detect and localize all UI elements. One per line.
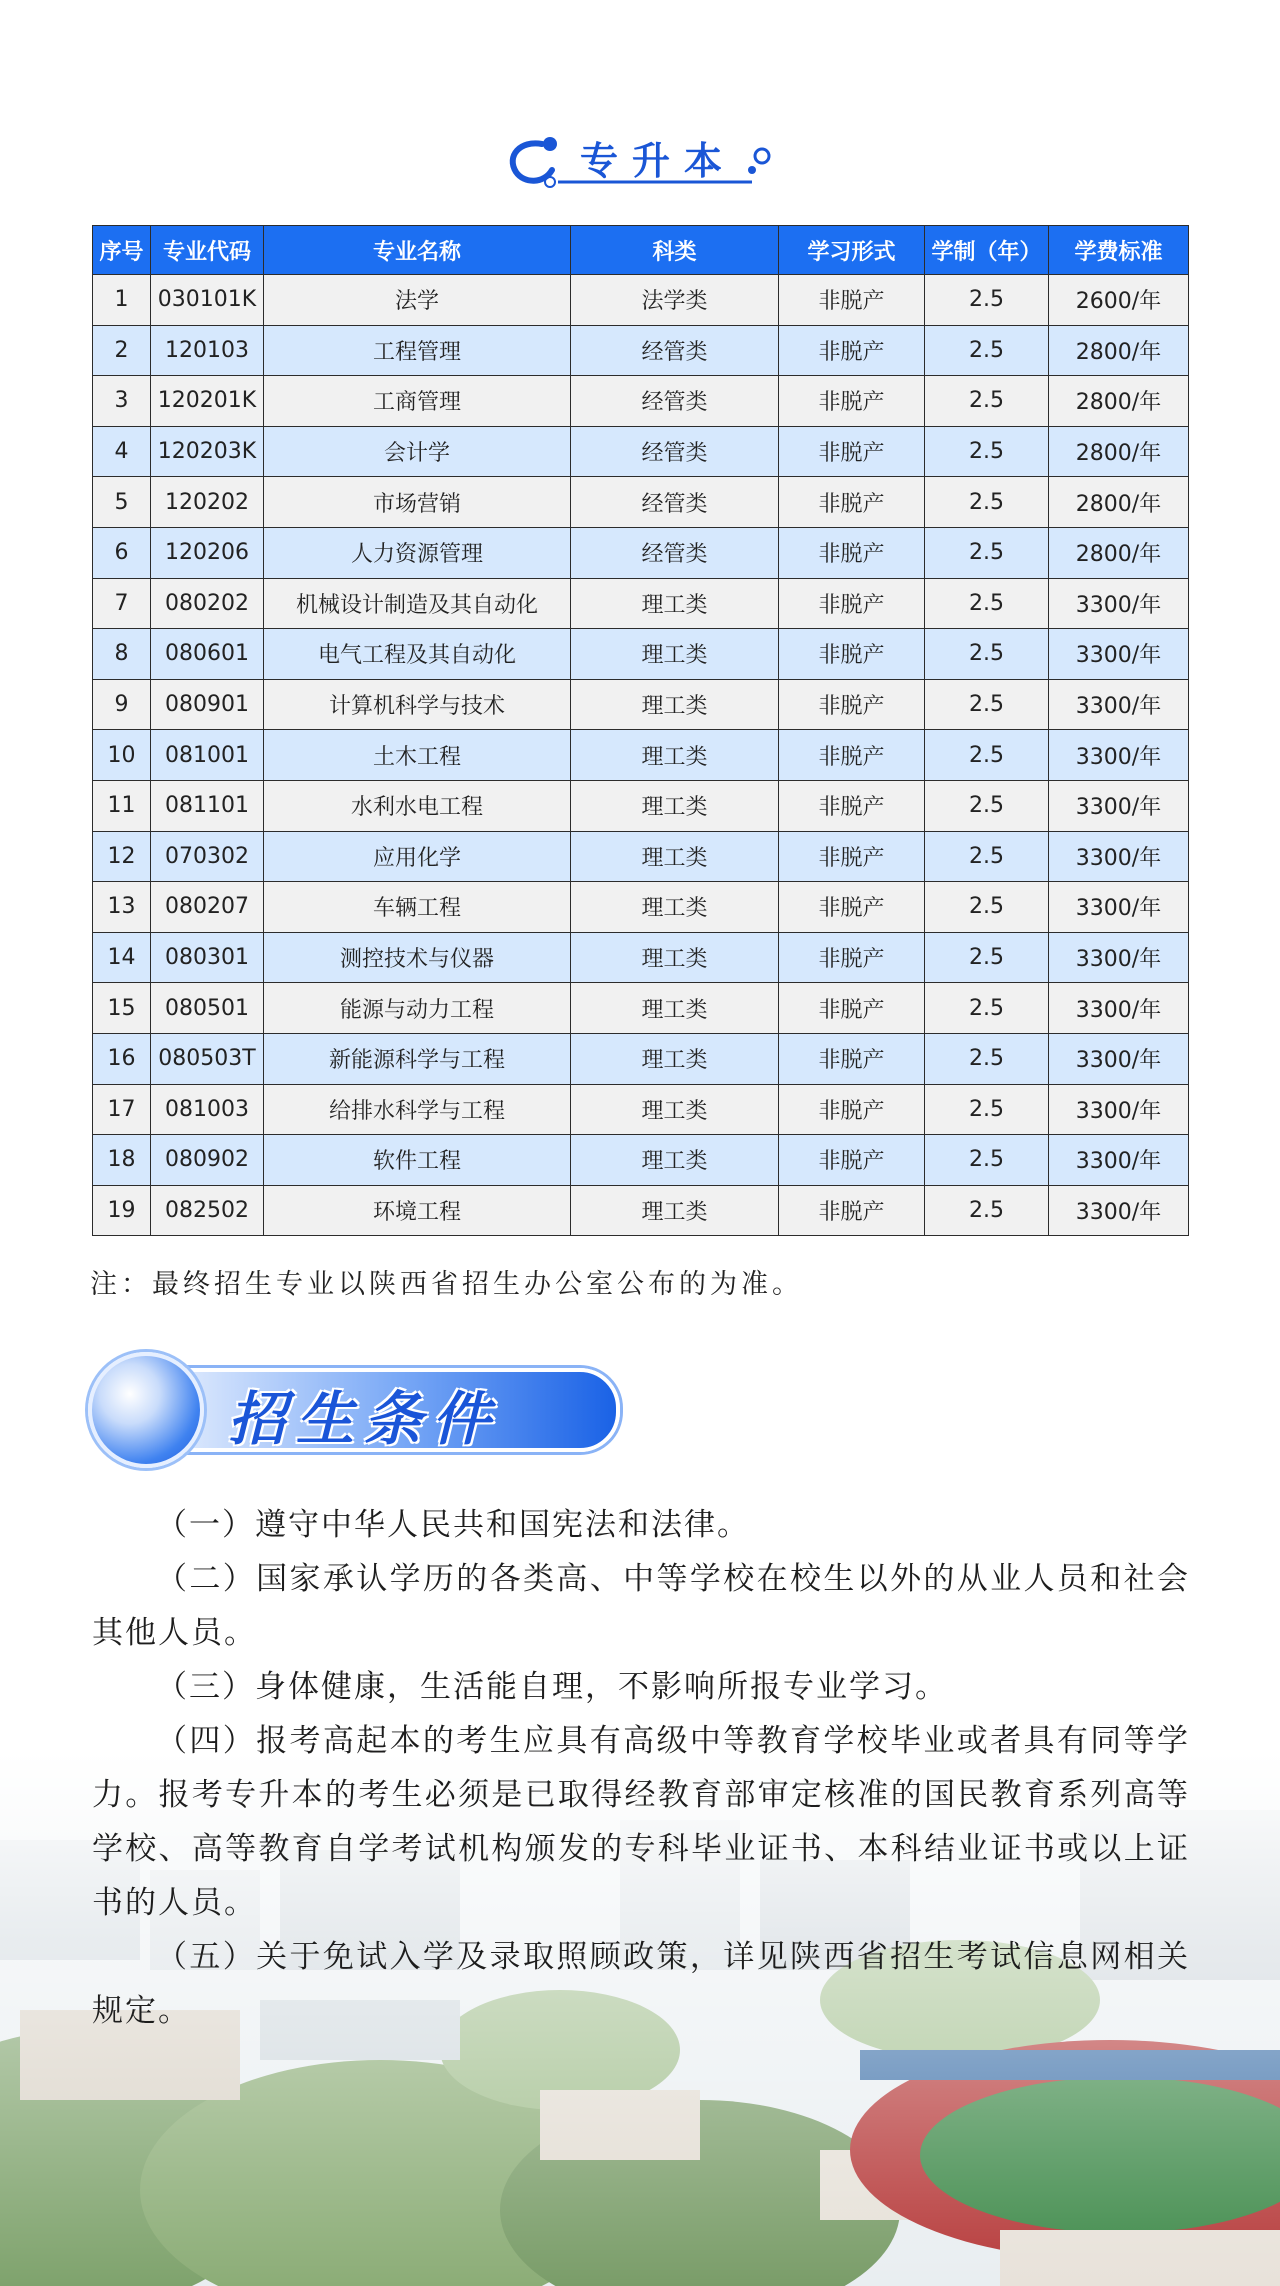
table-cell: 经管类 (571, 426, 779, 477)
table-cell: 19 (93, 1185, 151, 1236)
table-cell: 3300/年 (1049, 1084, 1189, 1135)
table-cell: 理工类 (571, 780, 779, 831)
table-cell: 非脱产 (779, 275, 925, 326)
table-cell: 给排水科学与工程 (264, 1084, 571, 1135)
table-row (93, 629, 1189, 680)
table-cell: 人力资源管理 (264, 527, 571, 578)
table-header-cell: 学习形式 (779, 226, 925, 275)
table-cell: 080301 (151, 932, 264, 983)
condition-item: （四）报考高起本的考生应具有高级中等教育学校毕业或者具有同等学力。报考专升本的考生必须是已取得经教育部审定核准的国民教育系列高等学校、高等教育自学考试机构颁发的专科毕业证书、本科结业证书或以上证书的人员。 (92, 1723, 1190, 1921)
table-cell: 18 (93, 1135, 151, 1186)
table-cell: 理工类 (571, 932, 779, 983)
table-cell: 3300/年 (1049, 932, 1189, 983)
table-header-cell: 专业名称 (264, 226, 571, 275)
table-row (93, 477, 1189, 528)
table-cell: 080501 (151, 983, 264, 1034)
table-cell: 7 (93, 578, 151, 629)
table-note: 注：最终招生专业以陕西省招生办公室公布的为准。 (90, 1269, 803, 1300)
table-row (93, 376, 1189, 427)
table-cell: 2.5 (925, 426, 1049, 477)
table-cell: 2.5 (925, 932, 1049, 983)
conditions-title: 招生条件 (228, 1385, 501, 1453)
table-row (93, 1135, 1189, 1186)
table-cell: 非脱产 (779, 426, 925, 477)
table-cell: 理工类 (571, 1033, 779, 1084)
table-cell: 2.5 (925, 477, 1049, 528)
table-cell: 非脱产 (779, 932, 925, 983)
table-cell: 3300/年 (1049, 679, 1189, 730)
table-cell: 软件工程 (264, 1135, 571, 1186)
table-cell: 非脱产 (779, 1084, 925, 1135)
table-cell: 2.5 (925, 629, 1049, 680)
table-cell: 080601 (151, 629, 264, 680)
table-header-cell: 科类 (571, 226, 779, 275)
table-cell: 2800/年 (1049, 376, 1189, 427)
table-cell: 082502 (151, 1185, 264, 1236)
table-cell: 非脱产 (779, 679, 925, 730)
table-cell: 2800/年 (1049, 426, 1189, 477)
table-row (93, 1084, 1189, 1135)
table-row (93, 679, 1189, 730)
table-cell: 理工类 (571, 831, 779, 882)
table-cell: 非脱产 (779, 730, 925, 781)
table-row (93, 426, 1189, 477)
table-cell: 030101K (151, 275, 264, 326)
table-cell: 电气工程及其自动化 (264, 629, 571, 680)
table-row (93, 1185, 1189, 1236)
table-cell: 2800/年 (1049, 477, 1189, 528)
table-cell: 车辆工程 (264, 882, 571, 933)
table-cell: 8 (93, 629, 151, 680)
table-cell: 土木工程 (264, 730, 571, 781)
table-cell: 14 (93, 932, 151, 983)
table-cell: 2.5 (925, 1185, 1049, 1236)
table-cell: 2.5 (925, 679, 1049, 730)
table-cell: 9 (93, 679, 151, 730)
table-cell: 法学类 (571, 275, 779, 326)
table-cell: 2.5 (925, 1135, 1049, 1186)
table-cell: 3300/年 (1049, 780, 1189, 831)
table-cell: 能源与动力工程 (264, 983, 571, 1034)
table-cell: 理工类 (571, 679, 779, 730)
table-cell: 经管类 (571, 527, 779, 578)
table-cell: 理工类 (571, 629, 779, 680)
badge-circle-icon (88, 1352, 204, 1468)
table-cell: 理工类 (571, 983, 779, 1034)
table-cell: 非脱产 (779, 1033, 925, 1084)
table-cell: 080503T (151, 1033, 264, 1084)
table-cell: 070302 (151, 831, 264, 882)
table-header (93, 226, 1189, 275)
table-cell: 11 (93, 780, 151, 831)
table-cell: 会计学 (264, 426, 571, 477)
table-cell: 2.5 (925, 831, 1049, 882)
condition-item: （三）身体健康，生活能自理，不影响所报专业学习。 (156, 1669, 948, 1705)
conditions-badge (88, 1352, 618, 1462)
table-cell: 080207 (151, 882, 264, 933)
table-cell: 理工类 (571, 1185, 779, 1236)
section-title-block (500, 122, 780, 202)
table-cell: 16 (93, 1033, 151, 1084)
table-cell: 4 (93, 426, 151, 477)
table-row (93, 831, 1189, 882)
table-cell: 2.5 (925, 780, 1049, 831)
table-cell: 2.5 (925, 325, 1049, 376)
table-cell: 非脱产 (779, 477, 925, 528)
table-row (93, 275, 1189, 326)
table-cell: 非脱产 (779, 983, 925, 1034)
conditions-list (92, 1498, 1190, 2038)
table-cell: 2600/年 (1049, 275, 1189, 326)
majors-table (92, 225, 1189, 1236)
table-cell: 120103 (151, 325, 264, 376)
table-header-cell: 序号 (93, 226, 151, 275)
table-cell: 3300/年 (1049, 629, 1189, 680)
table-cell: 理工类 (571, 730, 779, 781)
table-cell: 2.5 (925, 275, 1049, 326)
table-cell: 10 (93, 730, 151, 781)
table-cell: 测控技术与仪器 (264, 932, 571, 983)
table-cell: 非脱产 (779, 831, 925, 882)
table-cell: 理工类 (571, 578, 779, 629)
table-cell: 3300/年 (1049, 882, 1189, 933)
table-cell: 120206 (151, 527, 264, 578)
table-cell: 机械设计制造及其自动化 (264, 578, 571, 629)
table-cell: 非脱产 (779, 376, 925, 427)
table-cell: 3300/年 (1049, 831, 1189, 882)
table-header-cell: 专业代码 (151, 226, 264, 275)
table-cell: 2.5 (925, 730, 1049, 781)
table-cell: 2.5 (925, 1084, 1049, 1135)
table-body (93, 275, 1189, 1236)
table-cell: 经管类 (571, 376, 779, 427)
table-cell: 15 (93, 983, 151, 1034)
table-cell: 080202 (151, 578, 264, 629)
table-cell: 非脱产 (779, 780, 925, 831)
table-cell: 工程管理 (264, 325, 571, 376)
table-cell: 理工类 (571, 1135, 779, 1186)
table-row (93, 730, 1189, 781)
condition-item: （一）遵守中华人民共和国宪法和法律。 (156, 1507, 750, 1543)
condition-item: （二）国家承认学历的各类高、中等学校在校生以外的从业人员和社会其他人员。 (92, 1561, 1190, 1651)
table-cell: 3300/年 (1049, 730, 1189, 781)
table-cell: 非脱产 (779, 882, 925, 933)
table-cell: 环境工程 (264, 1185, 571, 1236)
table-cell: 非脱产 (779, 527, 925, 578)
table-cell: 120201K (151, 376, 264, 427)
table-cell: 17 (93, 1084, 151, 1135)
table-cell: 2.5 (925, 882, 1049, 933)
table-cell: 3 (93, 376, 151, 427)
section-title: 专升本 (580, 139, 737, 183)
table-cell: 120202 (151, 477, 264, 528)
table-cell: 理工类 (571, 882, 779, 933)
table-cell: 非脱产 (779, 325, 925, 376)
table-cell: 非脱产 (779, 1135, 925, 1186)
table-cell: 经管类 (571, 325, 779, 376)
table-row (93, 1033, 1189, 1084)
table-cell: 081001 (151, 730, 264, 781)
table-cell: 2.5 (925, 376, 1049, 427)
table-cell: 经管类 (571, 477, 779, 528)
table-cell: 081101 (151, 780, 264, 831)
table-cell: 非脱产 (779, 629, 925, 680)
table-row (93, 932, 1189, 983)
table-cell: 2 (93, 325, 151, 376)
table-cell: 080902 (151, 1135, 264, 1186)
table-cell: 2800/年 (1049, 325, 1189, 376)
table-cell: 工商管理 (264, 376, 571, 427)
table-header-cell: 学费标准 (1049, 226, 1189, 275)
table-row (93, 578, 1189, 629)
table-cell: 3300/年 (1049, 578, 1189, 629)
table-cell: 非脱产 (779, 1185, 925, 1236)
table-cell: 法学 (264, 275, 571, 326)
table-cell: 13 (93, 882, 151, 933)
table-row (93, 983, 1189, 1034)
table-header-cell: 学制（年） (925, 226, 1049, 275)
table-cell: 理工类 (571, 1084, 779, 1135)
condition-item: （五）关于免试入学及录取照顾政策，详见陕西省招生考试信息网相关规定。 (92, 1939, 1190, 2029)
table-cell: 2.5 (925, 578, 1049, 629)
table-cell: 水利水电工程 (264, 780, 571, 831)
table-row (93, 780, 1189, 831)
table-cell: 新能源科学与工程 (264, 1033, 571, 1084)
table-cell: 5 (93, 477, 151, 528)
table-cell: 3300/年 (1049, 983, 1189, 1034)
table-cell: 2.5 (925, 1033, 1049, 1084)
table-cell: 计算机科学与技术 (264, 679, 571, 730)
table-row (93, 882, 1189, 933)
table-cell: 080901 (151, 679, 264, 730)
table-cell: 市场营销 (264, 477, 571, 528)
table-cell: 12 (93, 831, 151, 882)
table-cell: 2.5 (925, 527, 1049, 578)
table-cell: 非脱产 (779, 578, 925, 629)
table-cell: 6 (93, 527, 151, 578)
table-row (93, 325, 1189, 376)
table-cell: 3300/年 (1049, 1033, 1189, 1084)
table-cell: 2.5 (925, 983, 1049, 1034)
table-cell: 120203K (151, 426, 264, 477)
table-cell: 3300/年 (1049, 1185, 1189, 1236)
table-row (93, 527, 1189, 578)
table-cell: 2800/年 (1049, 527, 1189, 578)
table-cell: 081003 (151, 1084, 264, 1135)
table-cell: 3300/年 (1049, 1135, 1189, 1186)
table-cell: 1 (93, 275, 151, 326)
table-cell: 应用化学 (264, 831, 571, 882)
